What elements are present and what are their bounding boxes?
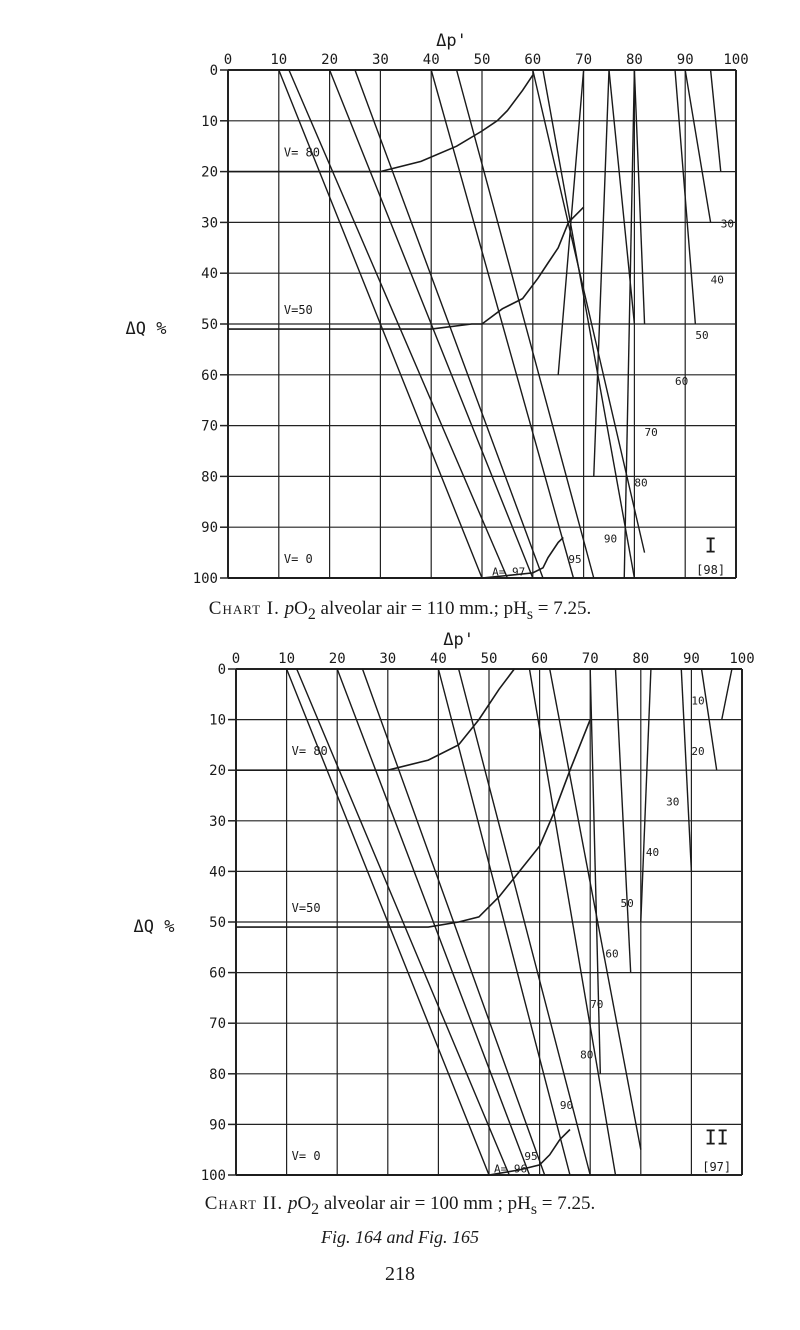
c2-iso-label: 95 [524, 1149, 538, 1163]
c2-iso-label: 20 [691, 745, 705, 759]
c2-v-label: V= 80 [291, 744, 328, 759]
c1-x-tick-label: 60 [524, 52, 542, 68]
c2-isoline [722, 669, 732, 720]
chart-one-caption-end: = 7.25. [533, 598, 592, 619]
c1-x-tick-label: 30 [371, 52, 389, 68]
c1-x-tick-label: 0 [223, 52, 233, 68]
c1-v-label: V=50 [283, 302, 313, 317]
c2-top-axis-symbol: Δp' [443, 630, 474, 650]
c2-y-tick-label: 50 [209, 915, 226, 931]
chart-one-caption-ph-sub: s [526, 605, 533, 623]
c2-y-tick-label: 10 [209, 712, 226, 729]
c2-x-tick-label: 20 [328, 651, 346, 667]
c1-isoline [634, 70, 644, 324]
chart-one-caption-o: O [294, 598, 308, 619]
chart-two-caption [0, 1193, 800, 1219]
c1-y-tick-label: 90 [201, 520, 218, 537]
chart-two-caption-text: alveolar air = 100 mm ; pH [319, 1193, 531, 1214]
c1-y-tick-label: 60 [201, 367, 218, 384]
c1-iso-label: 30 [720, 217, 735, 231]
c1-y-tick-label: 20 [201, 164, 218, 181]
c2-iso-label: 90 [559, 1099, 574, 1113]
c2-y-tick-label: 60 [209, 965, 226, 982]
c2-x-tick-label: 100 [729, 651, 755, 667]
c2-bracket-value: [97] [702, 1159, 732, 1174]
figure-reference: Fig. 164 and Fig. 165 [321, 1227, 479, 1247]
c1-x-tick-label: 70 [575, 52, 593, 68]
c2-x-tick-label: 50 [480, 651, 498, 667]
c1-y-tick-label: 0 [209, 63, 218, 79]
c2-v-label: V= 0 [291, 1148, 321, 1163]
c1-iso-label: 90 [603, 532, 618, 546]
c1-x-tick-label: 20 [321, 52, 339, 68]
chart-one [0, 0, 800, 600]
c1-x-tick-label: 40 [422, 52, 440, 68]
chart-one-caption-p: p [284, 598, 295, 619]
c1-v-curve [228, 207, 584, 329]
c2-y-tick-label: 30 [209, 813, 226, 830]
c2-x-tick-label: 0 [231, 651, 241, 667]
c1-left-axis-symbol: ΔQ % [125, 319, 167, 340]
c1-roman-numeral: I [704, 533, 717, 558]
c2-x-tick-label: 70 [581, 651, 599, 667]
chart-one-caption-sub: 2 [307, 605, 316, 623]
c1-iso-label: 70 [644, 425, 658, 439]
c1-iso-label: 40 [710, 273, 724, 287]
c1-iso-label: 60 [675, 374, 689, 388]
c1-iso-label: 80 [634, 476, 648, 490]
c2-iso-label: 80 [580, 1048, 594, 1062]
c1-x-tick-label: 90 [676, 52, 694, 68]
c1-isoline [685, 70, 710, 222]
c1-top-axis-symbol: Δp' [436, 31, 467, 51]
c1-isoline [533, 70, 648, 553]
c1-y-tick-label: 10 [201, 113, 218, 130]
c1-y-tick-label: 100 [192, 571, 218, 587]
chart-two-caption-end: = 7.25. [537, 1193, 596, 1214]
c2-a-label: A= 96 [494, 1162, 528, 1176]
c2-x-tick-label: 60 [531, 651, 549, 667]
chart-one-caption-text: alveolar air = 110 mm.; pH [315, 598, 527, 619]
c2-iso-label: 60 [605, 947, 619, 961]
c2-iso-label: 40 [645, 846, 660, 860]
c1-y-tick-label: 50 [201, 317, 218, 333]
c2-y-tick-label: 0 [217, 662, 226, 678]
c2-y-tick-label: 80 [209, 1066, 226, 1083]
c1-v-label: V= 0 [283, 551, 313, 566]
chart-two-caption-p: p [287, 1193, 298, 1214]
chart-one-caption-label: Chart I. [208, 598, 280, 619]
c2-y-tick-label: 20 [209, 763, 226, 780]
c2-iso-label: 10 [691, 694, 705, 708]
c2-x-tick-label: 30 [379, 651, 397, 667]
c2-iso-label: 70 [590, 998, 604, 1012]
c2-v-curve [236, 720, 590, 928]
c1-bracket-value: [98] [696, 562, 726, 577]
c2-y-tick-label: 100 [200, 1168, 226, 1184]
c2-roman-numeral: II [704, 1125, 729, 1150]
c2-left-axis-symbol: ΔQ % [133, 917, 175, 938]
chart-two-caption-sub: 2 [311, 1200, 320, 1218]
c1-iso-label: 50 [695, 329, 709, 343]
c2-iso-label: 30 [666, 795, 680, 809]
page-number: 218 [385, 1263, 415, 1285]
c1-x-tick-label: 50 [473, 52, 491, 68]
c2-x-tick-label: 80 [632, 651, 650, 667]
c2-y-tick-label: 70 [209, 1016, 226, 1033]
c2-x-tick-label: 10 [278, 651, 296, 667]
c1-x-tick-label: 80 [625, 52, 643, 68]
c1-x-tick-label: 10 [270, 52, 288, 68]
c2-v-label: V=50 [291, 900, 321, 915]
c2-x-tick-label: 90 [682, 651, 700, 667]
chart-two-caption-label: Chart II. [204, 1193, 284, 1214]
c1-v-label: V= 80 [283, 145, 321, 160]
chart-two-caption-ph-sub: s [530, 1200, 538, 1218]
chart-one-caption [0, 598, 800, 624]
c1-x-tick-label: 100 [723, 52, 749, 68]
c2-isoline [641, 669, 651, 922]
c1-y-tick-label: 40 [201, 266, 218, 283]
c2-y-tick-label: 90 [209, 1117, 226, 1134]
c1-y-tick-label: 30 [201, 215, 218, 232]
c2-x-tick-label: 40 [429, 651, 447, 667]
c2-y-tick-label: 40 [209, 864, 226, 881]
c1-iso-label: 95 [568, 552, 582, 566]
c2-iso-label: 50 [620, 896, 634, 910]
chart-two [0, 630, 800, 1200]
c1-y-tick-label: 70 [201, 418, 218, 435]
c1-y-tick-label: 80 [201, 469, 218, 486]
c1-a-label: A= 97 [492, 565, 526, 579]
chart-two-caption-o: O [297, 1193, 312, 1214]
